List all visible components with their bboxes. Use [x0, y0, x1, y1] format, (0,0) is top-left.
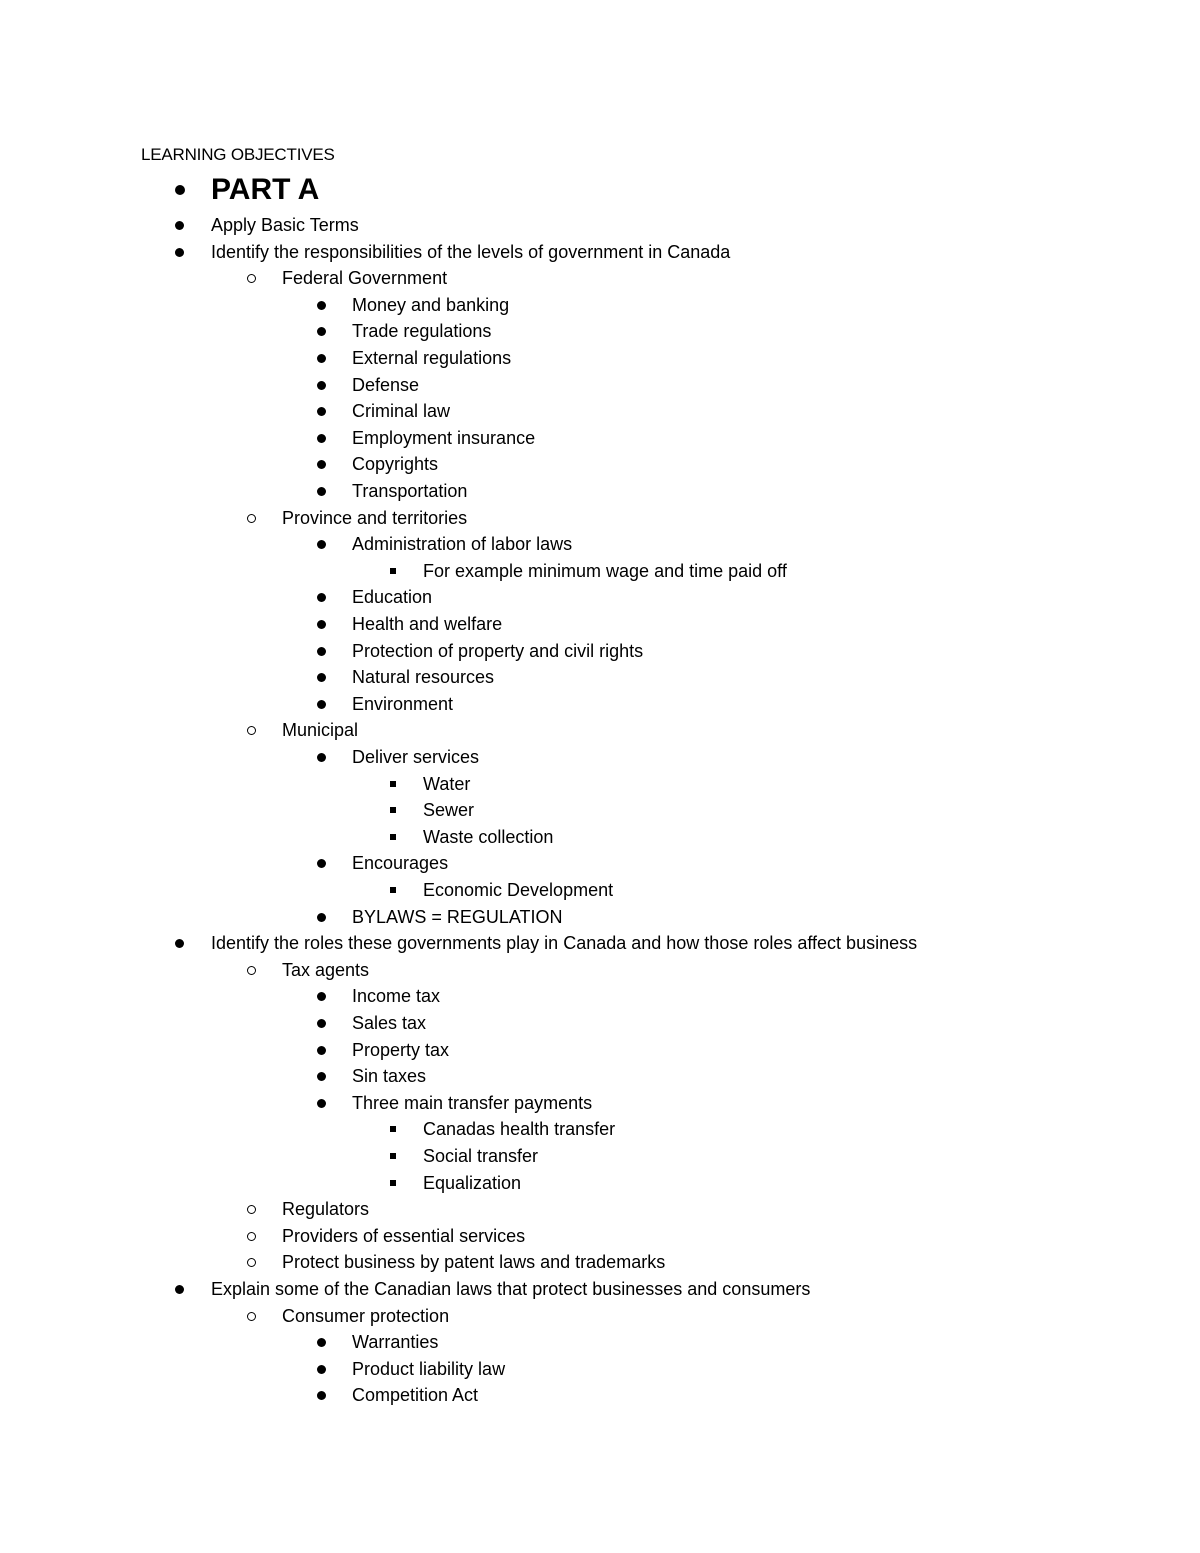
list-item-level-2	[0, 1249, 1200, 1276]
list-item-level-4	[0, 797, 1200, 824]
list-item-text: Tax agents	[282, 960, 370, 980]
list-item-level-3	[0, 1329, 1200, 1356]
bullet-disc-icon	[317, 434, 326, 443]
list-item-level-4	[0, 877, 1200, 904]
list-item-text: Education	[352, 587, 433, 607]
list-item-text: Province and territories	[282, 508, 468, 528]
bullet-circle-icon	[247, 274, 256, 283]
list-item-text: Copyrights	[352, 454, 439, 474]
list-item-text: BYLAWS = REGULATION	[352, 907, 563, 927]
list-item-text: Money and banking	[352, 295, 510, 315]
list-item-level-4	[0, 824, 1200, 851]
list-item-text: Municipal	[282, 720, 359, 740]
list-item-text: Economic Development	[423, 880, 614, 900]
list-item-level-3	[0, 398, 1200, 425]
bullet-circle-icon	[247, 1312, 256, 1321]
list-item-level-3	[0, 691, 1200, 718]
bullet-square-icon	[390, 834, 396, 840]
list-item-level-1	[0, 239, 1200, 266]
bullet-square-icon	[390, 568, 396, 574]
bullet-disc-icon	[317, 460, 326, 469]
bullet-disc-icon	[175, 221, 184, 230]
list-item-text: Health and welfare	[352, 614, 503, 634]
list-item-text: Identify the responsibilities of the levels of government in Canada	[211, 242, 731, 262]
list-item-text: External regulations	[352, 348, 512, 368]
list-item-text: Criminal law	[352, 401, 451, 421]
list-item-level-3	[0, 531, 1200, 558]
bullet-disc-icon	[317, 301, 326, 310]
list-item-text: Canadas health transfer	[423, 1119, 616, 1139]
list-item-text: Providers of essential services	[282, 1226, 526, 1246]
bullet-disc-icon	[317, 381, 326, 390]
bullet-disc-icon	[317, 487, 326, 496]
list-item-level-3	[0, 744, 1200, 771]
list-item-level-2	[0, 957, 1200, 984]
bullet-disc-icon	[175, 939, 184, 948]
list-item-level-2	[0, 265, 1200, 292]
list-item-text: Protect business by patent laws and trademarks	[282, 1252, 666, 1272]
list-item-text: Explain some of the Canadian laws that protect businesses and consumers	[211, 1279, 811, 1299]
list-item-text: Social transfer	[423, 1146, 539, 1166]
list-item-text: Trade regulations	[352, 321, 492, 341]
bullet-disc-icon	[317, 593, 326, 602]
list-item-text: Consumer protection	[282, 1306, 450, 1326]
list-item-level-3	[0, 584, 1200, 611]
list-item-text: Sales tax	[352, 1013, 427, 1033]
list-item-text: Federal Government	[282, 268, 448, 288]
bullet-disc-icon	[317, 327, 326, 336]
bullet-disc-icon	[175, 248, 184, 257]
bullet-disc-icon	[317, 354, 326, 363]
bullet-disc-icon	[317, 647, 326, 656]
bullet-circle-icon	[247, 726, 256, 735]
list-item-level-3	[0, 1356, 1200, 1383]
bullet-disc-icon	[317, 859, 326, 868]
list-item-level-3	[0, 904, 1200, 931]
bullet-square-icon	[390, 1153, 396, 1159]
list-item-text: Three main transfer payments	[352, 1093, 593, 1113]
list-item-text: Encourages	[352, 853, 449, 873]
bullet-disc-icon	[317, 407, 326, 416]
list-item-level-3	[0, 318, 1200, 345]
list-item-text: Product liability law	[352, 1359, 506, 1379]
document-title: LEARNING OBJECTIVES	[141, 145, 335, 164]
list-item-level-3	[0, 1382, 1200, 1409]
list-item-text: Transportation	[352, 481, 468, 501]
bullet-disc-icon	[317, 540, 326, 549]
list-item-level-3	[0, 451, 1200, 478]
bullet-disc-icon	[175, 185, 185, 195]
bullet-disc-icon	[317, 753, 326, 762]
list-item-text: Environment	[352, 694, 454, 714]
list-item-text: Protection of property and civil rights	[352, 641, 644, 661]
list-item-text: Equalization	[423, 1173, 522, 1193]
bullet-disc-icon	[317, 913, 326, 922]
bullet-disc-icon	[175, 1285, 184, 1294]
list-item-text: Warranties	[352, 1332, 439, 1352]
section-heading	[0, 170, 1200, 210]
list-item-text: Income tax	[352, 986, 441, 1006]
list-item-level-4	[0, 558, 1200, 585]
list-item-level-2	[0, 1223, 1200, 1250]
list-item-level-1	[0, 1276, 1200, 1303]
bullet-disc-icon	[317, 1046, 326, 1055]
bullet-circle-icon	[247, 1232, 256, 1241]
list-item-level-3	[0, 638, 1200, 665]
bullet-disc-icon	[317, 992, 326, 1001]
list-item-level-3	[0, 1010, 1200, 1037]
bullet-disc-icon	[317, 1365, 326, 1374]
list-item-level-4	[0, 1170, 1200, 1197]
list-item-text: For example minimum wage and time paid off	[423, 561, 787, 581]
list-item-text: Sewer	[423, 800, 475, 820]
bullet-square-icon	[390, 807, 396, 813]
list-item-level-3	[0, 1063, 1200, 1090]
list-item-text: Competition Act	[352, 1385, 479, 1405]
bullet-disc-icon	[317, 700, 326, 709]
bullet-circle-icon	[247, 1205, 256, 1214]
list-item-level-3	[0, 850, 1200, 877]
list-item-text: Defense	[352, 375, 420, 395]
bullet-disc-icon	[317, 1338, 326, 1347]
bullet-disc-icon	[317, 620, 326, 629]
list-item-level-1	[0, 930, 1200, 957]
bullet-circle-icon	[247, 1258, 256, 1267]
list-item-level-3	[0, 372, 1200, 399]
list-item-level-2	[0, 1196, 1200, 1223]
list-item-level-3	[0, 425, 1200, 452]
bullet-circle-icon	[247, 966, 256, 975]
list-item-text: Waste collection	[423, 827, 554, 847]
list-item-level-3	[0, 345, 1200, 372]
list-item-level-3	[0, 292, 1200, 319]
bullet-disc-icon	[317, 1019, 326, 1028]
bullet-disc-icon	[317, 1072, 326, 1081]
list-item-text: Sin taxes	[352, 1066, 427, 1086]
bullet-disc-icon	[317, 673, 326, 682]
list-item-level-2	[0, 505, 1200, 532]
list-item-text: Property tax	[352, 1040, 450, 1060]
list-item-level-2	[0, 1303, 1200, 1330]
list-item-text: Administration of labor laws	[352, 534, 573, 554]
list-item-level-4	[0, 771, 1200, 798]
bullet-disc-icon	[317, 1391, 326, 1400]
bullet-square-icon	[390, 781, 396, 787]
list-item-level-4	[0, 1143, 1200, 1170]
list-item-level-1	[0, 212, 1200, 239]
bullet-circle-icon	[247, 514, 256, 523]
list-item-text: Water	[423, 774, 471, 794]
list-item-text: Natural resources	[352, 667, 495, 687]
list-item-text: Deliver services	[352, 747, 480, 767]
list-item-text: Regulators	[282, 1199, 370, 1219]
list-item-text: Identify the roles these governments play in Canada and how those roles affect business	[211, 933, 918, 953]
list-item-text: Employment insurance	[352, 428, 536, 448]
list-item-level-3	[0, 1090, 1200, 1117]
list-item-level-4	[0, 1116, 1200, 1143]
list-item-text: Apply Basic Terms	[211, 215, 359, 235]
list-item-level-3	[0, 478, 1200, 505]
bullet-square-icon	[390, 1180, 396, 1186]
list-item-text: PART A	[211, 173, 320, 206]
list-item-level-3	[0, 1037, 1200, 1064]
bullet-square-icon	[390, 887, 396, 893]
bullet-square-icon	[390, 1126, 396, 1132]
list-item-level-3	[0, 611, 1200, 638]
bullet-disc-icon	[317, 1099, 326, 1108]
list-item-level-3	[0, 664, 1200, 691]
list-item-level-3	[0, 983, 1200, 1010]
list-item-level-2	[0, 717, 1200, 744]
